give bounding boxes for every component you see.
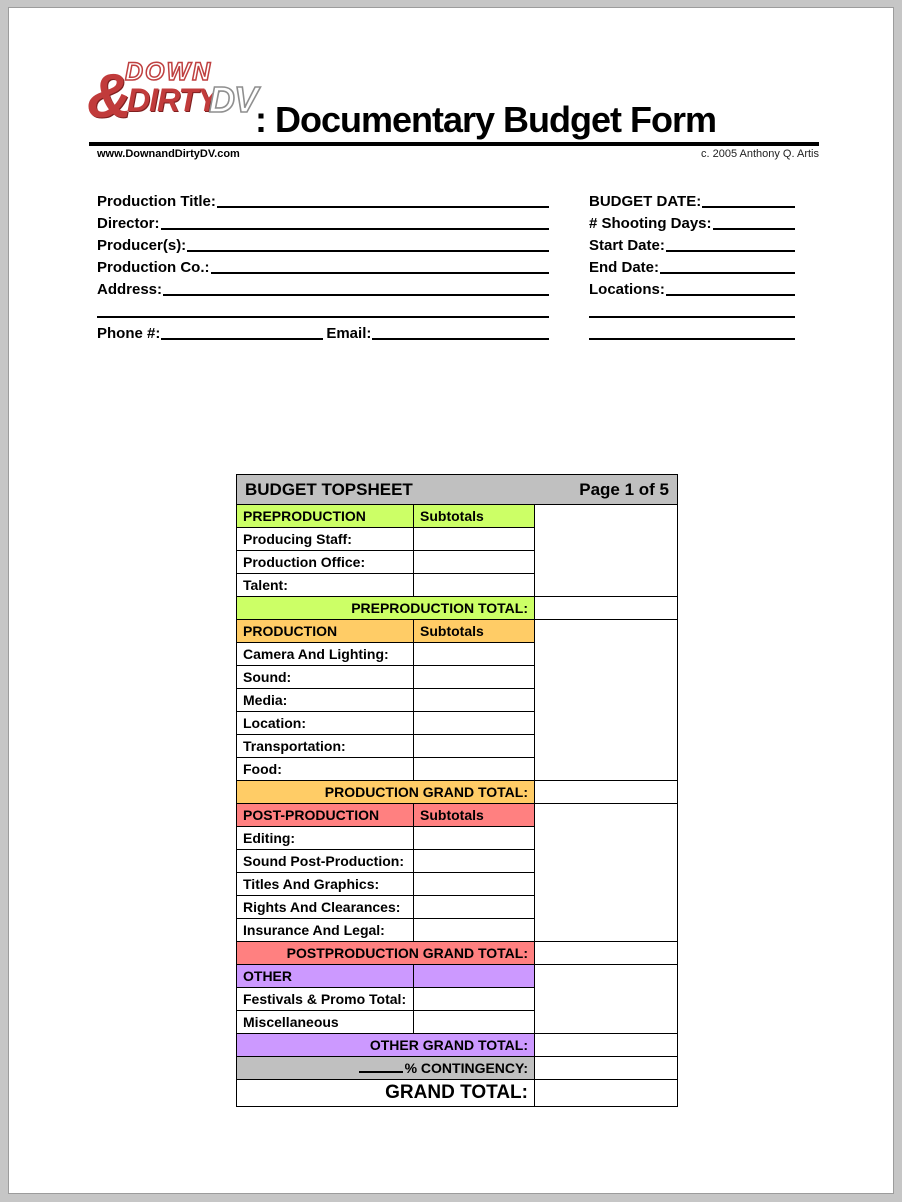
line-item-label-cell: Food:	[237, 758, 414, 781]
fill-in-line	[161, 336, 323, 340]
line-item-label-cell: Camera And Lighting:	[237, 643, 414, 666]
copyright-credit: c. 2005 Anthony Q. Artis	[700, 148, 819, 160]
field-label: Email:	[326, 324, 372, 342]
subtotal-value-cell	[414, 896, 535, 919]
grand-total-value-cell	[535, 1080, 678, 1107]
field-label: End Date:	[589, 258, 660, 276]
subtotal-value-cell	[414, 1011, 535, 1034]
field-producers	[97, 232, 549, 254]
line-item-label-cell: Producing Staff:	[237, 528, 414, 551]
subtotal-value-cell	[414, 574, 535, 597]
subtotal-value-cell	[414, 988, 535, 1011]
fill-in-line	[161, 226, 549, 230]
header	[89, 58, 819, 146]
line-item-label-cell: Production Office:	[237, 551, 414, 574]
total-value-cell	[535, 781, 678, 804]
field-end-date	[589, 254, 795, 276]
section-total-row-postproduction	[237, 942, 678, 965]
subtotal-value-cell	[414, 827, 535, 850]
section-name-cell: PREPRODUCTION	[237, 505, 414, 528]
table-title: BUDGET TOPSHEET	[245, 479, 413, 499]
line-item-label-cell: Transportation:	[237, 735, 414, 758]
subtotal-value-cell	[414, 712, 535, 735]
line-item-label-cell: Rights And Clearances:	[237, 896, 414, 919]
subtotals-header-cell	[414, 965, 535, 988]
grand-total-row	[237, 1080, 678, 1107]
detail-area-cell	[535, 620, 678, 781]
field-shooting-days	[589, 210, 795, 232]
field-locations-continued	[589, 298, 795, 320]
fill-in-line	[660, 270, 795, 274]
line-item-label-cell: Location:	[237, 712, 414, 735]
field-address	[97, 276, 549, 298]
fill-in-line	[372, 336, 549, 340]
page-background	[8, 7, 894, 1194]
subtotal-value-cell	[414, 873, 535, 896]
line-item-label-cell: Sound:	[237, 666, 414, 689]
field-locations	[589, 276, 795, 298]
field-label: Address:	[97, 280, 163, 298]
subtotal-value-cell	[414, 528, 535, 551]
field-phone-email	[97, 320, 549, 342]
field-locations-continued	[589, 320, 795, 342]
field-start-date	[589, 232, 795, 254]
field-production-title	[97, 188, 549, 210]
field-budget-date	[589, 188, 795, 210]
total-label-cell: OTHER GRAND TOTAL:	[237, 1034, 535, 1057]
detail-area-cell	[535, 505, 678, 597]
line-item-label-cell: Titles And Graphics:	[237, 873, 414, 896]
line-item-label-cell: Media:	[237, 689, 414, 712]
field-production-co	[97, 254, 549, 276]
page-number: Page 1 of 5	[579, 479, 669, 499]
field-label: Director:	[97, 214, 160, 232]
subtotals-header-cell: Subtotals	[414, 620, 535, 643]
subtotal-value-cell	[414, 850, 535, 873]
detail-area-cell	[535, 804, 678, 942]
fill-in-line	[702, 204, 795, 208]
section-header-production	[237, 620, 678, 643]
subtotal-value-cell	[414, 758, 535, 781]
line-item-label-cell: Editing:	[237, 827, 414, 850]
subtotal-value-cell	[414, 643, 535, 666]
subtotal-value-cell	[414, 735, 535, 758]
logo-word-dirty: DIRTY	[127, 82, 218, 118]
contingency-value-cell	[535, 1057, 678, 1080]
subtotal-value-cell	[414, 551, 535, 574]
detail-area-cell	[535, 965, 678, 1034]
grand-total-label-cell: GRAND TOTAL:	[237, 1080, 535, 1107]
table-title-row	[237, 475, 678, 505]
total-value-cell	[535, 597, 678, 620]
fill-in-line	[589, 314, 795, 318]
field-label: BUDGET DATE:	[589, 192, 702, 210]
fill-in-line	[666, 292, 795, 296]
subtotals-header-cell: Subtotals	[414, 804, 535, 827]
field-label: Phone #:	[97, 324, 161, 342]
line-item-label-cell: Insurance And Legal:	[237, 919, 414, 942]
fill-in-line	[589, 336, 795, 340]
section-header-postproduction	[237, 804, 678, 827]
subtotals-header-cell: Subtotals	[414, 505, 535, 528]
section-name-cell: PRODUCTION	[237, 620, 414, 643]
logo-ampersand-icon: &	[87, 62, 132, 131]
total-value-cell	[535, 1034, 678, 1057]
fill-in-line	[187, 248, 549, 252]
field-label: Producer(s):	[97, 236, 187, 254]
fill-in-line	[666, 248, 795, 252]
field-label: Production Title:	[97, 192, 216, 210]
total-value-cell	[535, 942, 678, 965]
fill-in-line	[713, 226, 795, 230]
subtotal-value-cell	[414, 666, 535, 689]
fill-in-line	[211, 270, 550, 274]
total-label-cell: POSTPRODUCTION GRAND TOTAL:	[237, 942, 535, 965]
contingency-row	[237, 1057, 678, 1080]
contingency-label: % CONTINGENCY:	[404, 1060, 528, 1076]
line-item-label-cell: Talent:	[237, 574, 414, 597]
budget-topsheet-table	[236, 474, 678, 1107]
section-total-row-production	[237, 781, 678, 804]
website-url: www.DownandDirtyDV.com	[97, 148, 240, 160]
production-info-fields	[97, 188, 549, 342]
field-label: Production Co.:	[97, 258, 210, 276]
fill-in-line	[163, 292, 549, 296]
field-address-continued	[97, 298, 549, 320]
line-item-label-cell: Festivals & Promo Total:	[237, 988, 414, 1011]
subtotal-value-cell	[414, 689, 535, 712]
section-name-cell: OTHER	[237, 965, 414, 988]
contingency-fill-in-line	[359, 1070, 403, 1073]
total-label-cell: PRODUCTION GRAND TOTAL:	[237, 781, 535, 804]
page-title: : Documentary Budget Form	[255, 99, 717, 140]
down-and-dirty-dv-logo	[87, 58, 258, 142]
total-label-cell: PREPRODUCTION TOTAL:	[237, 597, 535, 620]
field-director	[97, 210, 549, 232]
field-label: Start Date:	[589, 236, 665, 254]
section-header-preproduction	[237, 505, 678, 528]
logo-word-dv: DV	[209, 79, 258, 120]
field-label: Locations:	[589, 280, 665, 298]
fill-in-line	[97, 314, 549, 318]
section-name-cell: POST-PRODUCTION	[237, 804, 414, 827]
subheader	[97, 148, 819, 160]
fill-in-line	[217, 204, 549, 208]
subtotal-value-cell	[414, 919, 535, 942]
schedule-info-fields	[589, 188, 795, 342]
section-header-other	[237, 965, 678, 988]
line-item-label-cell: Miscellaneous	[237, 1011, 414, 1034]
section-total-row-preproduction	[237, 597, 678, 620]
section-total-row-other	[237, 1034, 678, 1057]
contingency-label-cell	[237, 1057, 535, 1080]
field-label: # Shooting Days:	[589, 214, 712, 232]
logo-word-down: DOWN	[125, 58, 213, 86]
table-title-cell	[237, 475, 678, 505]
line-item-label-cell: Sound Post-Production:	[237, 850, 414, 873]
